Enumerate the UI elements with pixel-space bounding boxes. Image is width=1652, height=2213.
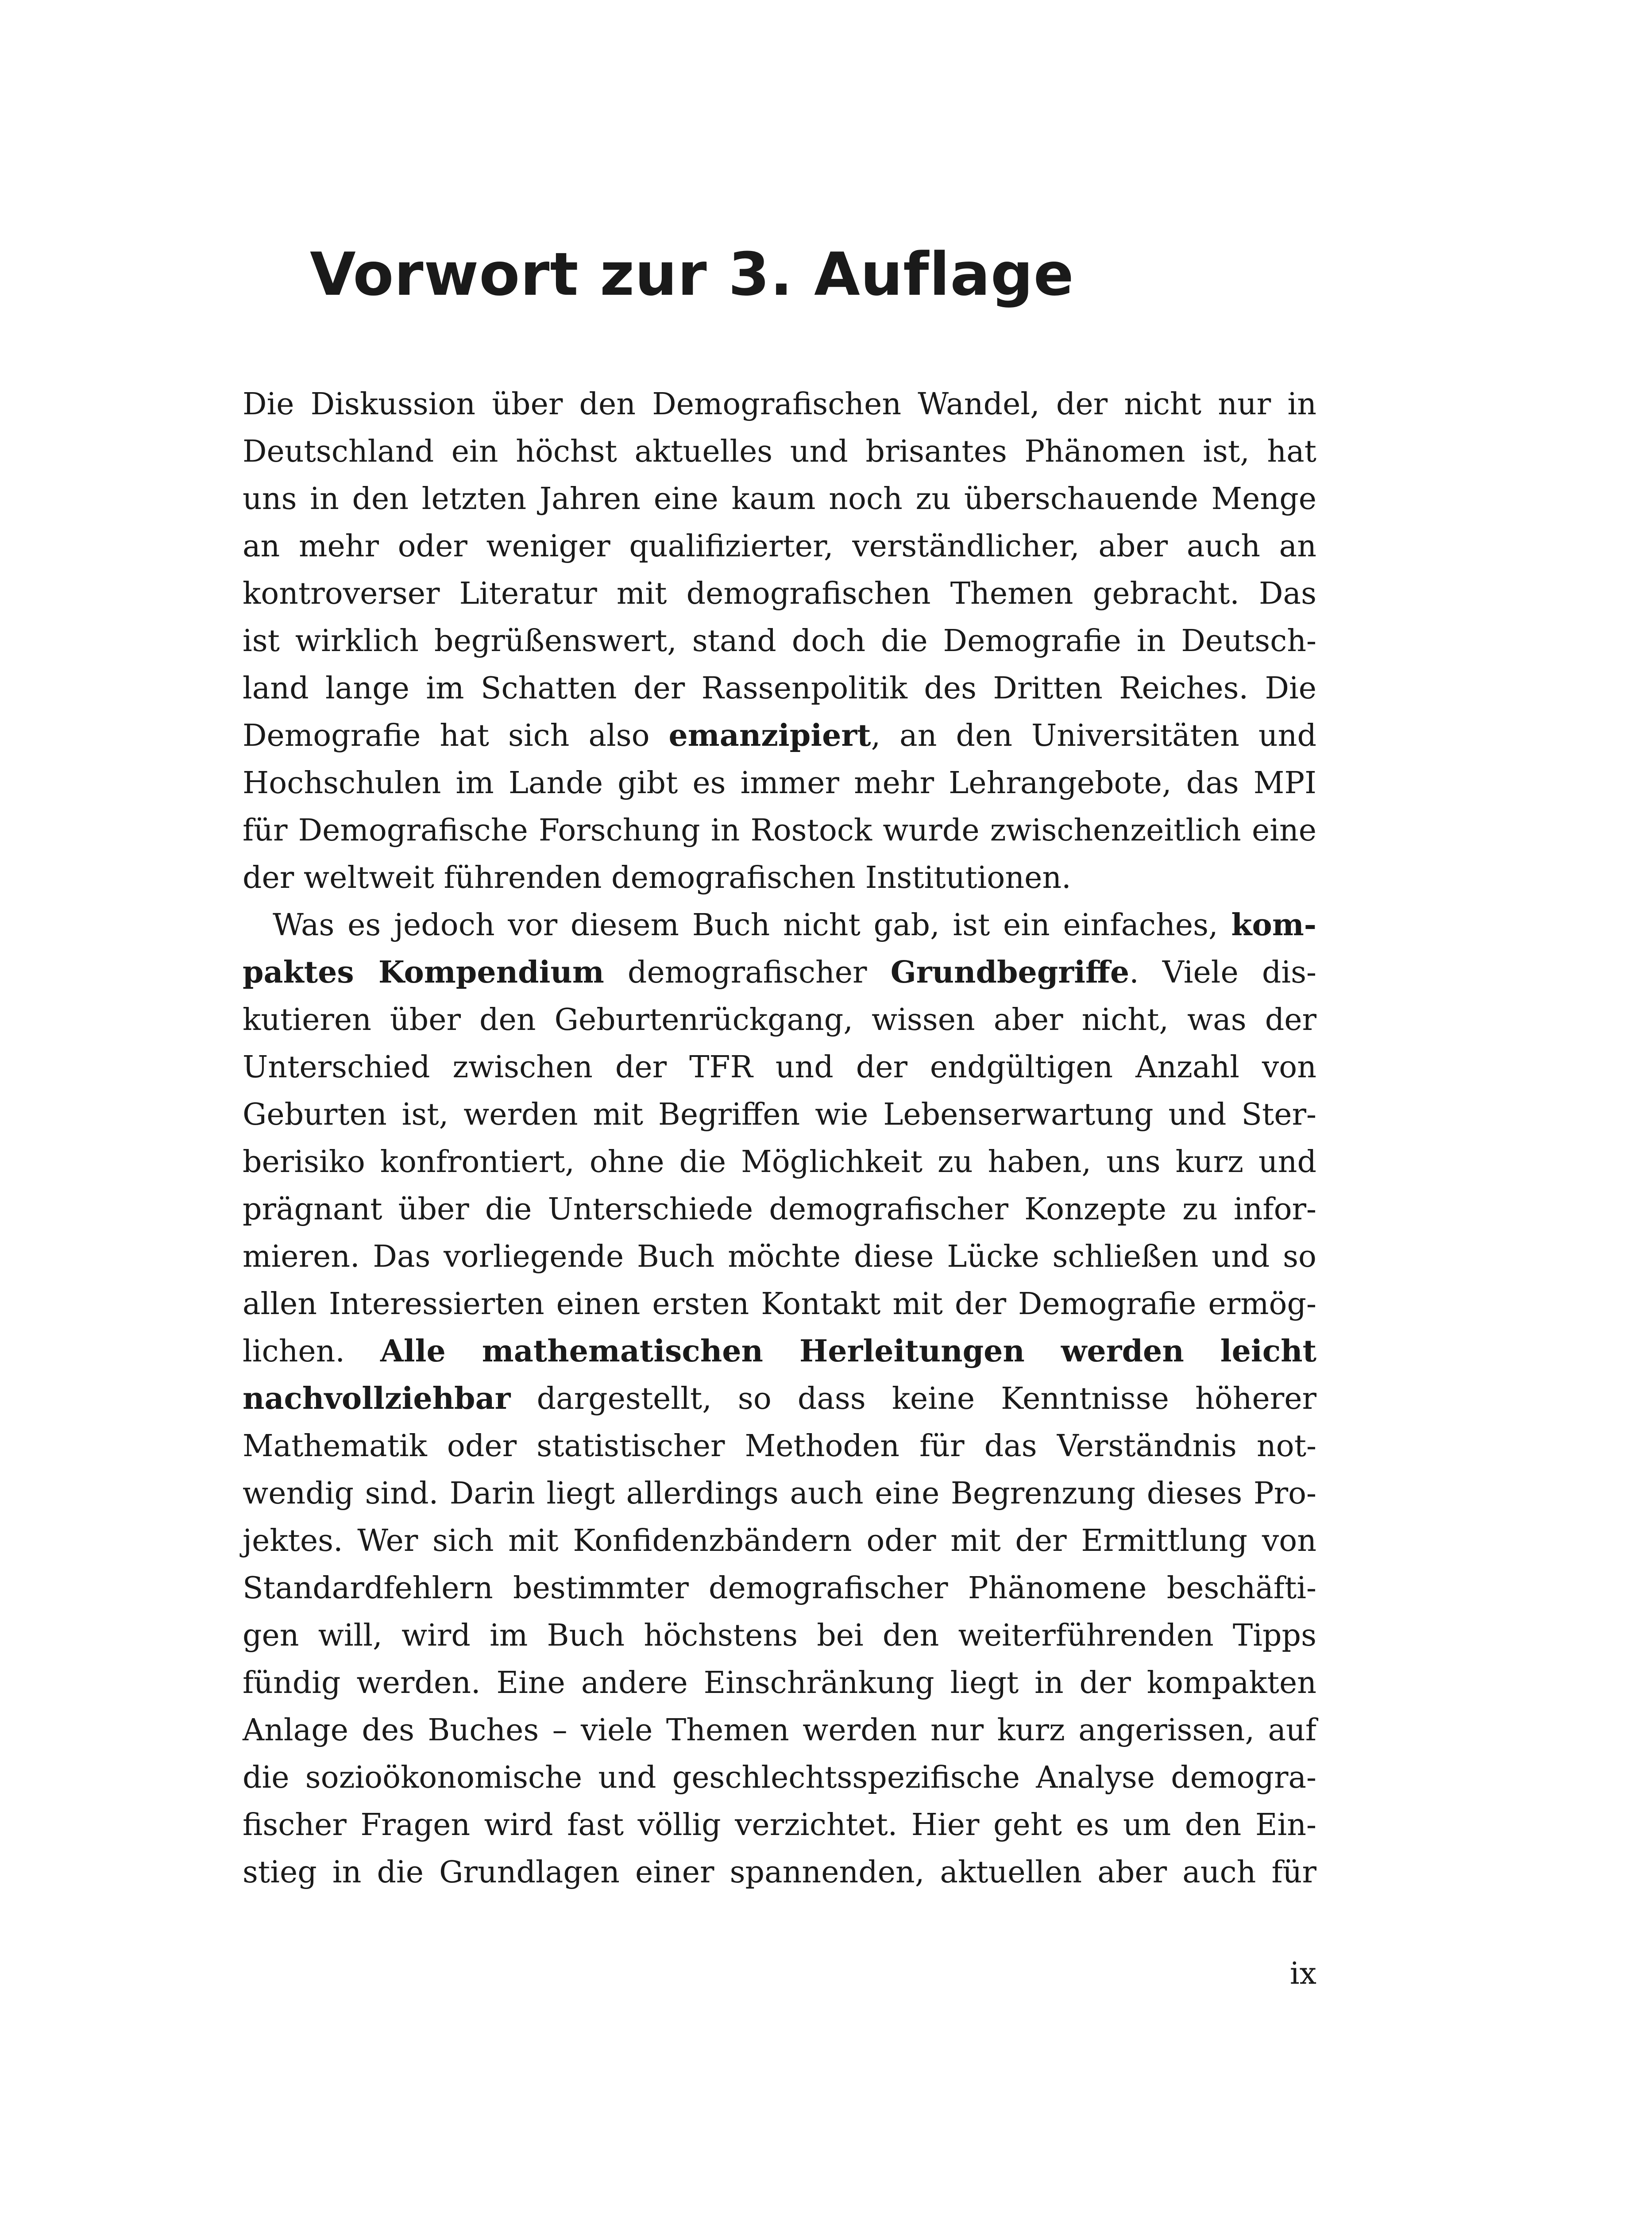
bold-term: paktes Kompendium	[243, 955, 604, 990]
text-line: an mehr oder weniger qualifizierter, verständlicher, aber auch an	[243, 529, 1316, 564]
bold-term: Grundbegriffe	[890, 955, 1130, 990]
text-run: dargestellt, so dass keine Kenntnisse höherer	[510, 1381, 1316, 1416]
page-number: ix	[1289, 1956, 1316, 1991]
bold-term: emanzipiert	[668, 718, 871, 753]
text-line: der weltweit führenden demografischen Institutionen.	[243, 860, 1071, 895]
text-line: kontroverser Literatur mit demografischen Themen gebracht. Das	[243, 576, 1316, 611]
text-line: fündig werden. Eine andere Einschränkung liegt in der kompakten	[243, 1666, 1316, 1700]
text-line: Hochschulen im Lande gibt es immer mehr Lehrangebote, das MPI	[243, 766, 1316, 801]
text-line: jektes. Wer sich mit Konfidenzbändern oder mit der Ermittlung von	[243, 1523, 1316, 1558]
text-line: kutieren über den Geburtenrückgang, wissen aber nicht, was der	[243, 1002, 1316, 1037]
text-line: fischer Fragen wird fast völlig verzichtet. Hier geht es um den Ein-	[243, 1808, 1316, 1843]
text-line: berisiko konfrontiert, ohne die Möglichkeit zu haben, uns kurz und	[243, 1145, 1316, 1180]
text-line: Deutschland ein höchst aktuelles und brisantes Phänomen ist, hat	[243, 434, 1316, 469]
body-text	[243, 381, 1316, 1896]
text-line	[243, 712, 1316, 760]
text-line: gen will, wird im Buch höchstens bei den weiterführenden Tipps	[243, 1618, 1316, 1653]
text-line: Die Diskussion über den Demografischen Wandel, der nicht nur in	[243, 387, 1316, 422]
text-run: lichen.	[243, 1334, 381, 1369]
text-line: stieg in die Grundlagen einer spannenden, aktuellen aber auch für	[243, 1855, 1316, 1890]
text-run: demografischer	[604, 955, 891, 990]
text-line	[243, 949, 1316, 996]
text-line	[243, 1328, 1316, 1375]
text-line: uns in den letzten Jahren eine kaum noch zu überschauende Menge	[243, 482, 1316, 517]
text-line: für Demografische Forschung in Rostock wurde zwischenzeitlich eine	[243, 813, 1316, 848]
text-line: land lange im Schatten der Rassenpolitik des Dritten Reiches. Die	[243, 671, 1316, 706]
text-run: Demografie hat sich also	[243, 718, 669, 753]
text-line: Geburten ist, werden mit Begriffen wie Lebenserwartung und Ster-	[243, 1097, 1316, 1132]
bold-term: Alle mathematischen Herleitungen werden leicht	[380, 1334, 1316, 1369]
bold-term: nachvollziehbar	[243, 1381, 511, 1416]
text-line: Mathematik oder statistischer Methoden für das Verständnis not-	[243, 1429, 1316, 1464]
text-run: . Viele dis-	[1129, 955, 1316, 990]
text-run: Was es jedoch vor diesem Buch nicht gab, ist ein einfaches,	[273, 908, 1231, 943]
text-line	[243, 902, 1316, 949]
text-line: Anlage des Buches – viele Themen werden nur kurz angerissen, auf	[243, 1713, 1316, 1748]
bold-term: kom-	[1231, 907, 1316, 943]
text-run: , an den Universitäten und	[871, 718, 1316, 753]
text-line	[243, 1375, 1316, 1423]
text-line: die sozioökonomische und geschlechtsspezifische Analyse demogra-	[243, 1760, 1316, 1795]
text-line: allen Interessierten einen ersten Kontakt mit der Demografie ermög-	[243, 1287, 1316, 1322]
text-line: ist wirklich begrüßenswert, stand doch die Demografie in Deutsch-	[243, 624, 1316, 659]
text-line: wendig sind. Darin liegt allerdings auch eine Begrenzung dieses Pro-	[243, 1476, 1316, 1511]
chapter-title: Vorwort zur 3. Auflage	[310, 240, 1074, 309]
text-line: Unterschied zwischen der TFR und der endgültigen Anzahl von	[243, 1050, 1316, 1085]
text-line: mieren. Das vorliegende Buch möchte diese Lücke schließen und so	[243, 1239, 1316, 1274]
text-line: Standardfehlern bestimmter demografischer Phänomene beschäfti-	[243, 1571, 1316, 1606]
text-line: prägnant über die Unterschiede demografischer Konzepte zu infor-	[243, 1192, 1316, 1227]
